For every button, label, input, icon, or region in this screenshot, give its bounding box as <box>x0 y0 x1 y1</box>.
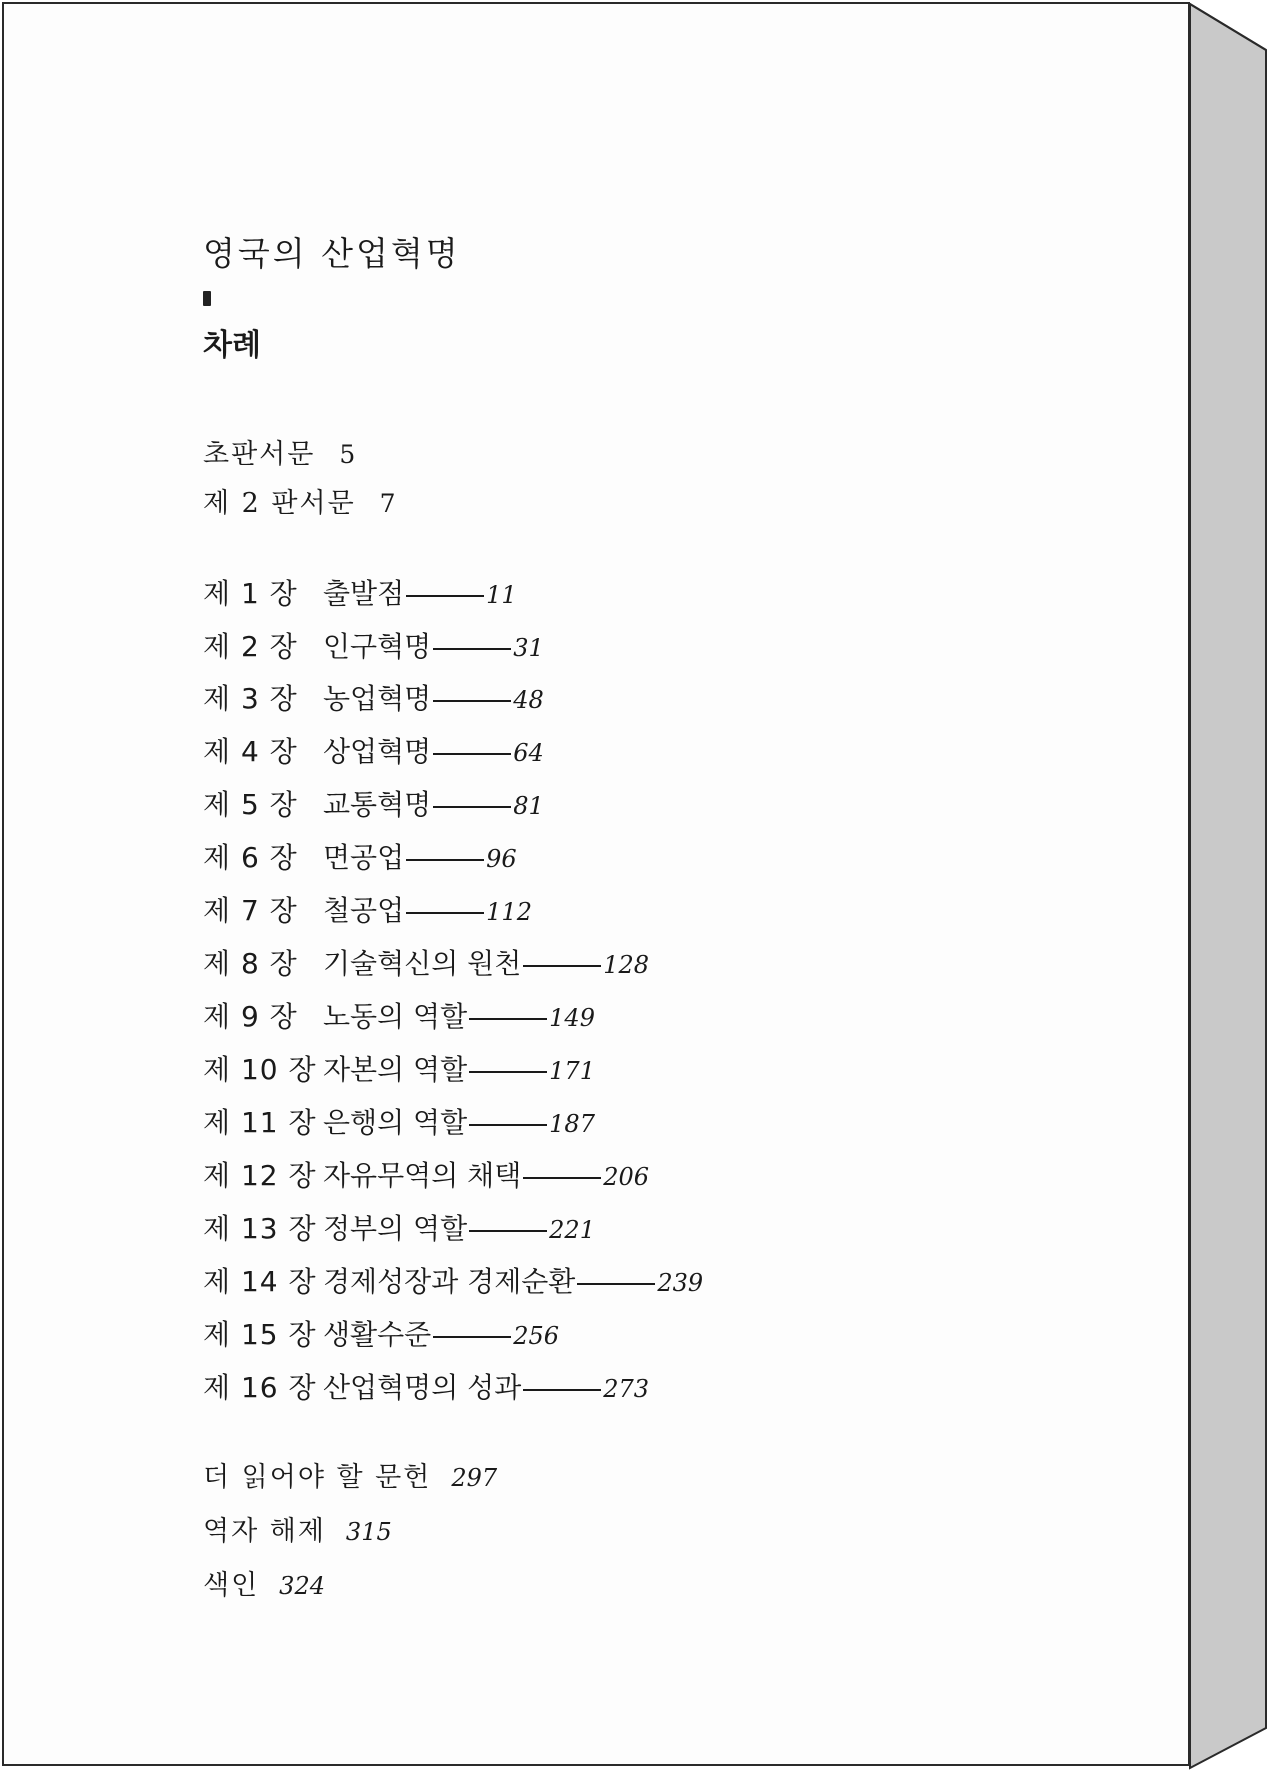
back-matter-page: 297 <box>451 1464 498 1492</box>
leader-line <box>433 700 511 702</box>
chapter-page: 187 <box>549 1110 595 1138</box>
leader-line <box>406 859 484 861</box>
chapter-entry <box>203 836 517 876</box>
leader-line <box>469 1124 547 1126</box>
chapter-entry <box>203 1101 595 1141</box>
chapter-number: 제 2 장 <box>203 630 298 663</box>
chapter-number: 제 9 장 <box>203 1000 298 1033</box>
chapter-number: 제 16 장 <box>203 1371 317 1404</box>
chapter-number: 제 3 장 <box>203 682 298 715</box>
chapter-title: 경제성장과 경제순환 <box>323 1265 576 1298</box>
leader-line <box>523 1177 601 1179</box>
chapter-title: 은행의 역할 <box>323 1106 468 1139</box>
back-matter-page: 324 <box>279 1572 325 1600</box>
book-page <box>2 2 1190 1766</box>
chapter-page: 273 <box>603 1375 650 1403</box>
chapter-entry <box>203 677 544 717</box>
chapter-number: 제 12 장 <box>203 1159 317 1192</box>
chapter-page: 256 <box>513 1322 560 1350</box>
chapter-entry <box>203 1313 559 1353</box>
leader-line <box>523 965 601 967</box>
chapter-number: 제 1 장 <box>203 577 298 610</box>
chapter-title: 인구혁명 <box>323 630 432 663</box>
chapter-title: 출발점 <box>323 577 405 610</box>
chapter-page: 31 <box>513 634 544 662</box>
chapter-entry <box>203 1207 595 1247</box>
chapter-page: 48 <box>513 686 544 714</box>
chapter-title: 농업혁명 <box>323 682 432 715</box>
leader-line <box>406 595 484 597</box>
chapter-title: 교통혁명 <box>323 788 432 821</box>
chapter-entry <box>203 1260 703 1300</box>
chapter-entry <box>203 572 517 612</box>
front-matter-label: 제 2 판서문 <box>203 488 356 519</box>
chapter-title: 자유무역의 채택 <box>323 1159 522 1192</box>
leader-line <box>433 753 511 755</box>
chapter-page: 11 <box>486 581 517 609</box>
chapter-title: 노동의 역할 <box>323 1000 468 1033</box>
back-matter-item <box>203 1509 392 1548</box>
chapter-number: 제 4 장 <box>203 735 298 768</box>
chapter-entry <box>203 889 532 929</box>
chapter-entry <box>203 1366 649 1406</box>
chapter-title: 자본의 역할 <box>323 1053 468 1086</box>
leader-line <box>433 1336 511 1338</box>
back-matter-label: 더 읽어야 할 문헌 <box>203 1462 432 1493</box>
chapter-page: 81 <box>513 792 544 820</box>
chapter-title: 생활수준 <box>323 1318 432 1351</box>
chapter-title: 철공업 <box>323 894 405 927</box>
chapter-number: 제 13 장 <box>203 1212 317 1245</box>
chapter-number: 제 10 장 <box>203 1053 317 1086</box>
front-matter-label: 초판서문 <box>203 439 316 470</box>
leader-line <box>577 1283 655 1285</box>
chapter-number: 제 15 장 <box>203 1318 317 1351</box>
leader-line <box>406 912 484 914</box>
back-matter-label: 역자 해제 <box>203 1516 326 1547</box>
leader-line <box>433 806 511 808</box>
leader-line <box>469 1018 547 1020</box>
leader-line <box>523 1389 601 1391</box>
chapter-entry <box>203 1048 595 1088</box>
chapter-page: 171 <box>549 1057 595 1085</box>
chapter-number: 제 7 장 <box>203 894 298 927</box>
chapter-number: 제 6 장 <box>203 841 298 874</box>
front-matter-item <box>203 432 357 471</box>
chapter-page: 112 <box>486 898 532 926</box>
chapter-entry <box>203 995 595 1035</box>
front-matter-page: 7 <box>379 489 398 518</box>
leader-line <box>433 648 511 650</box>
back-matter-label: 색인 <box>203 1570 260 1601</box>
chapter-page: 128 <box>603 951 650 979</box>
chapter-entry <box>203 625 544 665</box>
chapter-entry <box>203 730 544 770</box>
toc-heading: 차례 <box>203 328 261 363</box>
chapter-page: 64 <box>513 739 544 767</box>
chapter-page: 149 <box>549 1004 595 1032</box>
book-title: 영국의 산업혁명 <box>203 234 461 273</box>
chapter-title: 기술혁신의 원천 <box>323 947 522 980</box>
chapter-page: 96 <box>486 845 517 873</box>
chapter-number: 제 8 장 <box>203 947 298 980</box>
chapter-page: 239 <box>657 1269 704 1297</box>
leader-line <box>469 1071 547 1073</box>
chapter-entry <box>203 1154 649 1194</box>
chapter-title: 산업혁명의 성과 <box>323 1371 522 1404</box>
chapter-title: 정부의 역할 <box>323 1212 468 1245</box>
bullet-mark-icon <box>203 291 211 306</box>
chapter-title: 상업혁명 <box>323 735 432 768</box>
chapter-entry <box>203 942 649 982</box>
back-matter-item <box>203 1455 497 1494</box>
chapter-number: 제 5 장 <box>203 788 298 821</box>
back-matter-item <box>203 1563 325 1602</box>
chapter-page: 206 <box>603 1163 650 1191</box>
back-matter-page: 315 <box>345 1518 392 1546</box>
chapter-number: 제 11 장 <box>203 1106 317 1139</box>
front-matter-page: 5 <box>339 440 358 469</box>
chapter-entry <box>203 783 544 823</box>
chapter-number: 제 14 장 <box>203 1265 317 1298</box>
leader-line <box>469 1230 547 1232</box>
chapter-page: 221 <box>549 1216 595 1244</box>
chapter-title: 면공업 <box>323 841 405 874</box>
front-matter-item <box>203 481 398 520</box>
